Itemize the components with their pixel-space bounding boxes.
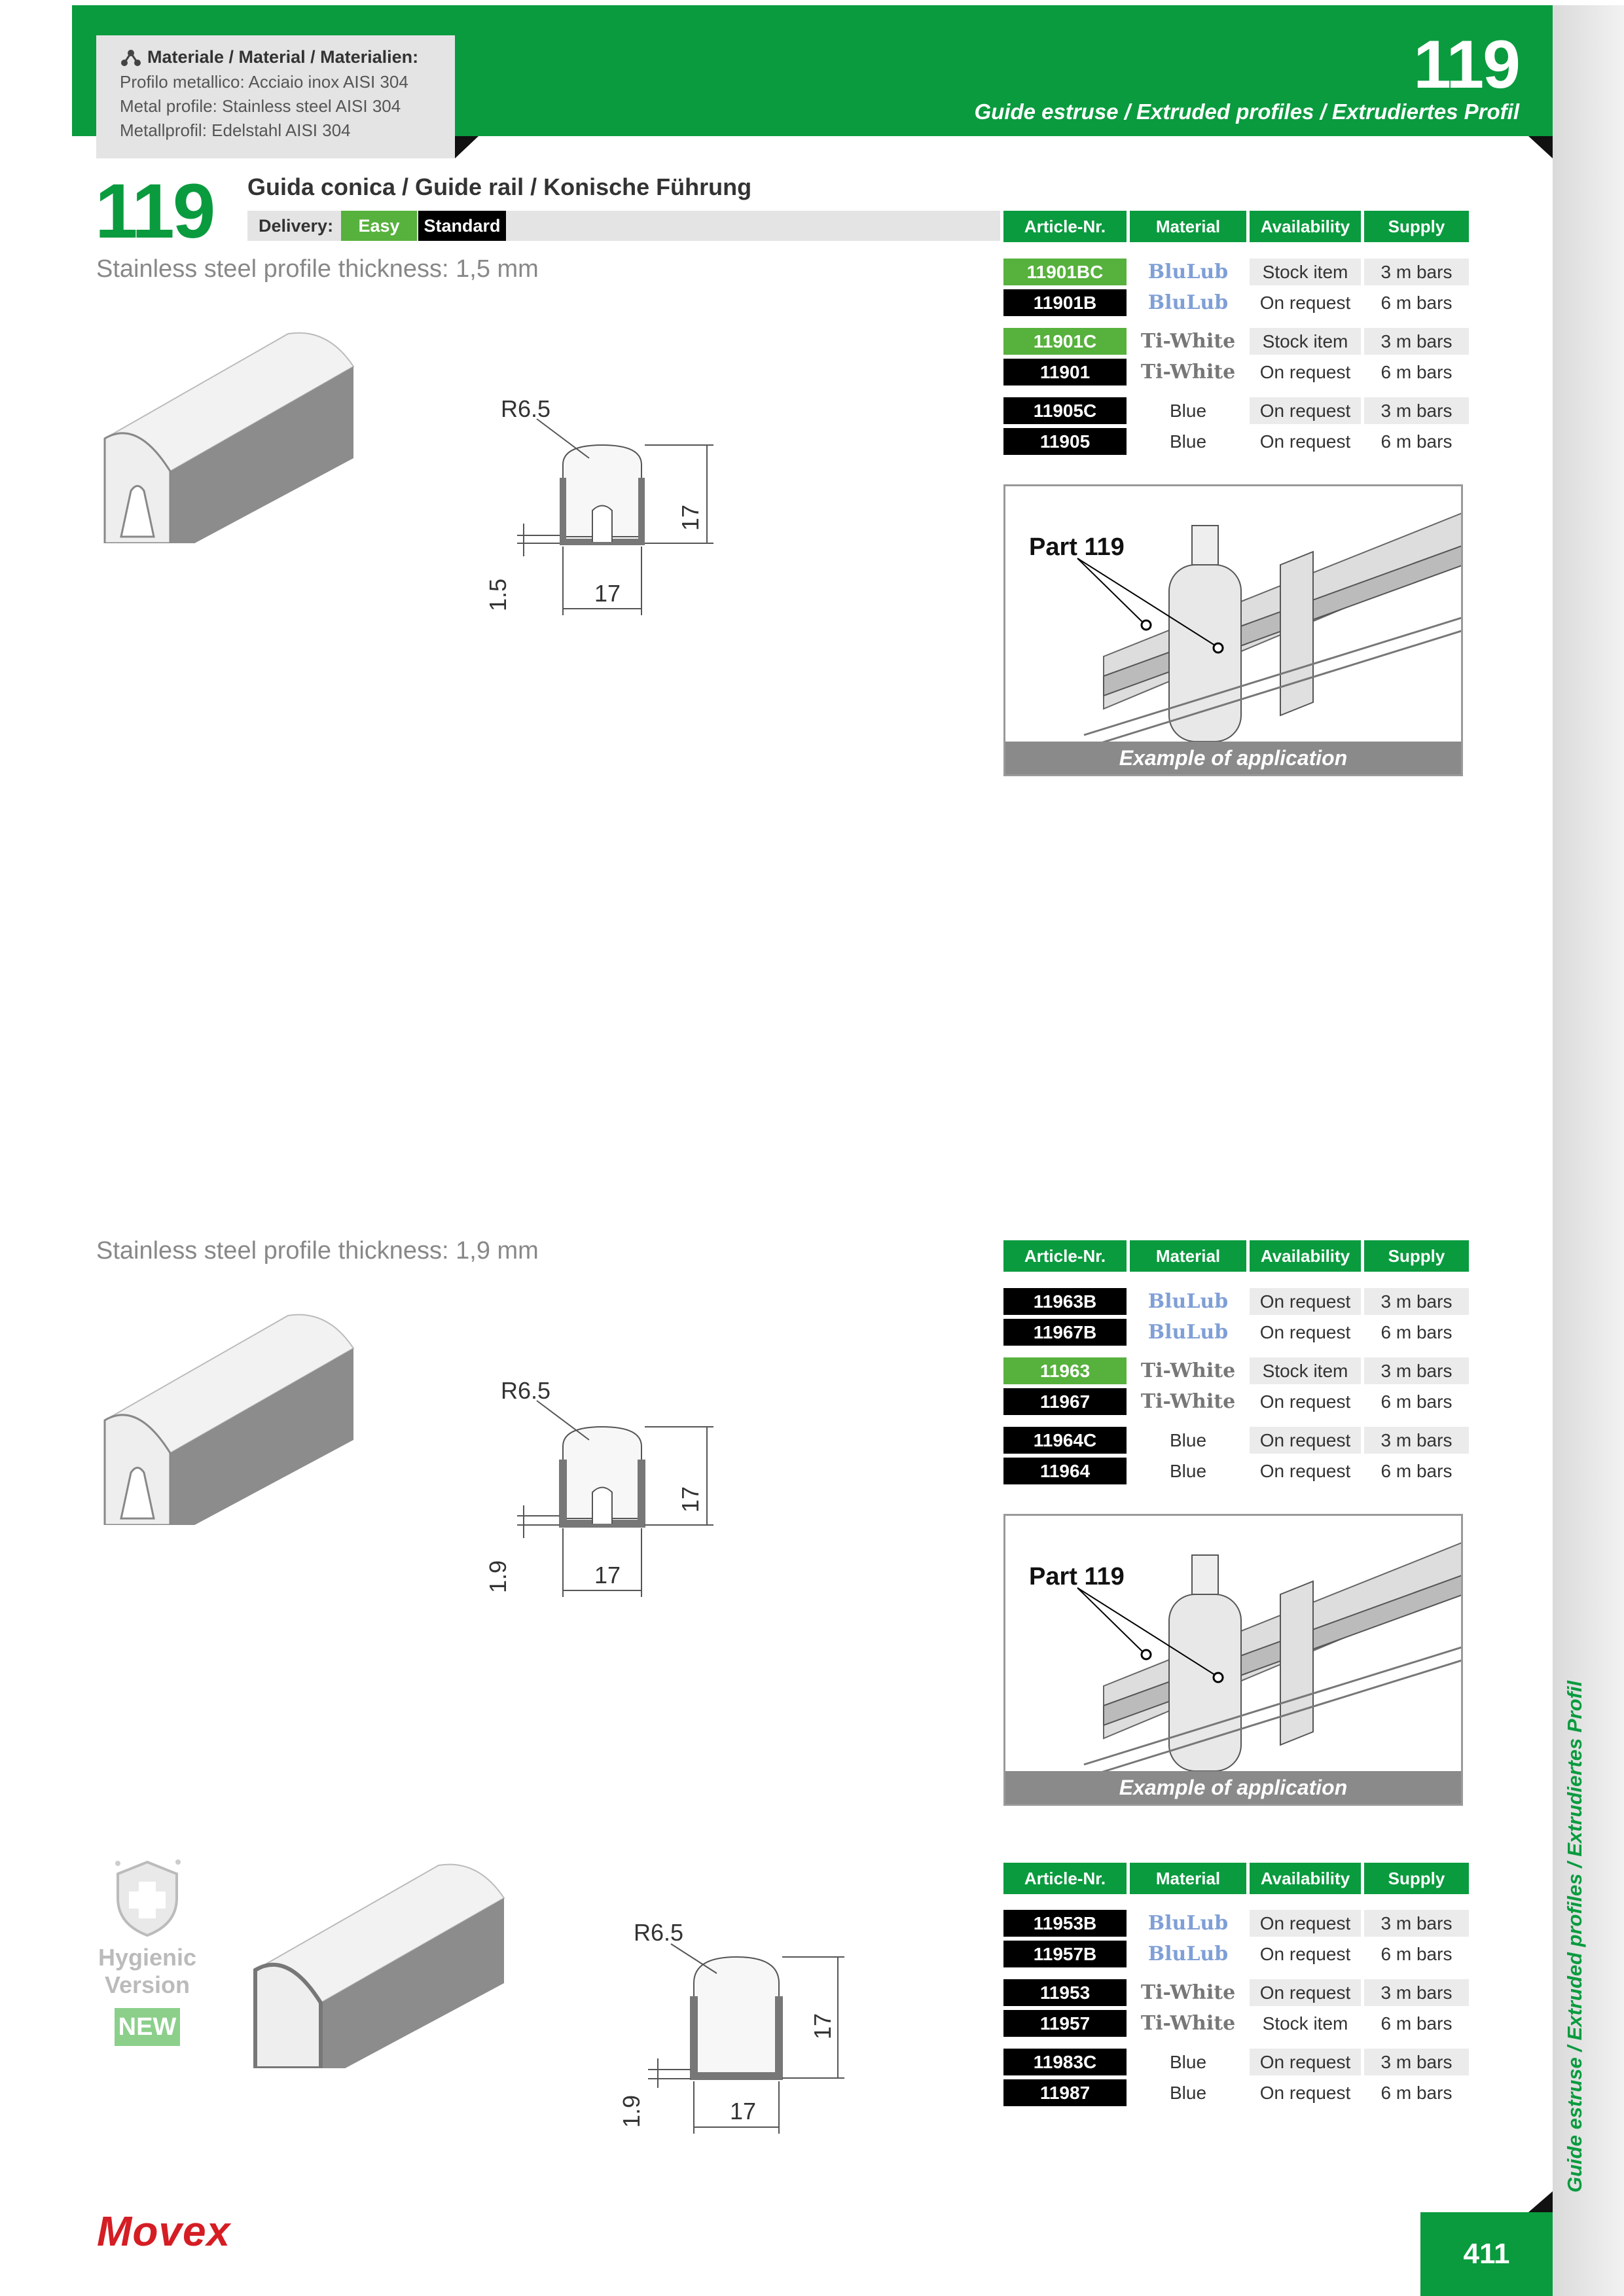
supply-cell: 6 m bars [1364, 428, 1469, 455]
supply-cell: 6 m bars [1364, 359, 1469, 386]
table-row [1003, 2079, 1469, 2106]
supply-cell: 3 m bars [1364, 2049, 1469, 2075]
availability-cell: On request [1250, 1979, 1361, 2006]
material-box [96, 35, 455, 158]
supply-cell: 3 m bars [1364, 259, 1469, 285]
material-icon [120, 48, 142, 67]
dim-wall: 1.5 [484, 578, 512, 612]
supply-cell: 6 m bars [1364, 2010, 1469, 2037]
dim-wall: 1.9 [618, 2094, 645, 2128]
availability-cell: On request [1250, 289, 1361, 316]
corner-marker [1528, 136, 1553, 158]
dim-height: 17 [677, 1486, 704, 1513]
material-cell: Blue [1169, 2051, 1207, 2072]
material-cell: Blue [1169, 1460, 1207, 1481]
table-row [1003, 1319, 1469, 1346]
hygienic-shield-icon [105, 1856, 190, 1941]
article-number: 11953 [1003, 1979, 1127, 2006]
application-part-label: Part 119 [1029, 533, 1125, 561]
supply-cell: 6 m bars [1364, 289, 1469, 316]
col-supply: Supply [1364, 1240, 1469, 1272]
col-availability: Availability [1250, 1240, 1361, 1272]
supply-cell: 3 m bars [1364, 1427, 1469, 1454]
availability-cell: On request [1250, 1319, 1361, 1346]
corner-marker [455, 136, 478, 158]
new-badge: NEW [115, 2008, 180, 2046]
supply-cell: 6 m bars [1364, 1388, 1469, 1415]
application-caption: Example of application [1005, 742, 1461, 774]
col-article: Article-Nr. [1003, 1240, 1127, 1272]
col-article: Article-Nr. [1003, 211, 1127, 242]
material-title: Materiale / Material / Materialien: [147, 47, 419, 67]
material-cell: Ti-White [1140, 1981, 1236, 2004]
table-row [1003, 1357, 1469, 1384]
article-number: 11987 [1003, 2079, 1127, 2106]
delivery-standard-badge: Standard [418, 211, 506, 241]
article-number: 11901C [1003, 328, 1127, 355]
side-text: Guide estruse / Extruded profiles / Extrudiertes Profil [1563, 1680, 1586, 2193]
article-number: 11901 [1003, 359, 1127, 386]
availability-cell: On request [1250, 2049, 1361, 2075]
profile-3d-image [92, 1309, 373, 1525]
material-cell: BluLub [1147, 1290, 1229, 1313]
brand-logo: Movex [97, 2208, 231, 2255]
thickness-label: Stainless steel profile thickness: 1,9 mm [96, 1237, 539, 1265]
supply-cell: 3 m bars [1364, 1288, 1469, 1315]
material-cell: BluLub [1147, 260, 1229, 283]
supply-cell: 6 m bars [1364, 1319, 1469, 1346]
col-article: Article-Nr. [1003, 1863, 1127, 1894]
availability-cell: On request [1250, 2079, 1361, 2106]
delivery-easy-badge: Easy [341, 211, 417, 241]
article-number: 11905 [1003, 428, 1127, 455]
table-row [1003, 1979, 1469, 2006]
table-row [1003, 259, 1469, 285]
col-material: Material [1130, 1863, 1246, 1894]
availability-cell: Stock item [1250, 1357, 1361, 1384]
dim-height: 17 [809, 2013, 837, 2040]
availability-cell: On request [1250, 359, 1361, 386]
material-cell: BluLub [1147, 1912, 1229, 1935]
article-number: 11901BC [1003, 259, 1127, 285]
availability-cell: On request [1250, 397, 1361, 424]
table-row [1003, 1288, 1469, 1315]
page-number: 411 [1420, 2212, 1553, 2296]
application-illustration [1005, 486, 1463, 776]
dim-width: 17 [730, 2098, 757, 2125]
material-cell: Blue [1169, 2082, 1207, 2103]
article-number: 11901B [1003, 289, 1127, 316]
article-number: 11983C [1003, 2049, 1127, 2075]
table-row [1003, 1458, 1469, 1484]
product-number: 119 [95, 168, 214, 255]
supply-cell: 3 m bars [1364, 397, 1469, 424]
material-cell: Blue [1169, 400, 1207, 421]
availability-cell: Stock item [1250, 259, 1361, 285]
dim-radius: R6.5 [634, 1919, 684, 1946]
supply-cell: 6 m bars [1364, 2079, 1469, 2106]
material-cell: Ti-White [1140, 1390, 1236, 1413]
application-image [1003, 484, 1463, 776]
table-header [1003, 211, 1469, 242]
table-row [1003, 1910, 1469, 1937]
material-line: Metallprofil: Edelstahl AISI 304 [120, 120, 351, 140]
article-number: 11967 [1003, 1388, 1127, 1415]
table-row [1003, 1427, 1469, 1454]
hygienic-line: Hygienic [98, 1944, 197, 1971]
table-row [1003, 328, 1469, 355]
availability-cell: On request [1250, 428, 1361, 455]
corner-marker [1528, 2191, 1553, 2212]
col-material: Material [1130, 211, 1246, 242]
availability-cell: On request [1250, 1388, 1361, 1415]
col-supply: Supply [1364, 211, 1469, 242]
application-caption: Example of application [1005, 1771, 1461, 1804]
dim-wall: 1.9 [484, 1560, 512, 1594]
table-row [1003, 2010, 1469, 2037]
col-supply: Supply [1364, 1863, 1469, 1894]
profile-3d-image [92, 327, 373, 543]
header-subtitle: Guide estruse / Extruded profiles / Extrudiertes Profil [974, 99, 1519, 124]
supply-cell: 6 m bars [1364, 1458, 1469, 1484]
thickness-label: Stainless steel profile thickness: 1,5 mm [96, 255, 539, 283]
supply-cell: 3 m bars [1364, 1910, 1469, 1937]
article-number: 11957 [1003, 2010, 1127, 2037]
availability-cell: Stock item [1250, 2010, 1361, 2037]
material-line: Metal profile: Stainless steel AISI 304 [120, 96, 401, 116]
application-image [1003, 1514, 1463, 1806]
application-illustration [1005, 1516, 1463, 1806]
material-cell: Ti-White [1140, 361, 1236, 384]
article-number: 11963B [1003, 1288, 1127, 1315]
article-number: 11964 [1003, 1458, 1127, 1484]
table-row [1003, 428, 1469, 455]
col-availability: Availability [1250, 1863, 1361, 1894]
table-row [1003, 1941, 1469, 1967]
article-number: 11953B [1003, 1910, 1127, 1937]
delivery-label: Delivery: [259, 216, 334, 236]
hygienic-line: Version [104, 1971, 190, 1998]
material-cell: BluLub [1147, 1321, 1229, 1344]
material-cell: Blue [1169, 431, 1207, 452]
hygienic-label [92, 1944, 203, 1999]
dim-height: 17 [677, 504, 704, 531]
table-header [1003, 1863, 1469, 1894]
table-row [1003, 397, 1469, 424]
table-row [1003, 289, 1469, 316]
material-line: Profilo metallico: Acciaio inox AISI 304 [120, 72, 408, 92]
material-cell: BluLub [1147, 1943, 1229, 1965]
dim-radius: R6.5 [501, 395, 551, 422]
supply-cell: 6 m bars [1364, 1941, 1469, 1967]
availability-cell: On request [1250, 1458, 1361, 1484]
article-number: 11957B [1003, 1941, 1127, 1967]
material-cell: Ti-White [1140, 330, 1236, 353]
availability-cell: On request [1250, 1427, 1361, 1454]
table-row [1003, 1388, 1469, 1415]
table-header [1003, 1240, 1469, 1272]
application-part-label: Part 119 [1029, 1563, 1125, 1590]
article-number: 11905C [1003, 397, 1127, 424]
article-number: 11967B [1003, 1319, 1127, 1346]
dim-width: 17 [594, 1562, 621, 1588]
material-cell: BluLub [1147, 291, 1229, 314]
material-cell: Ti-White [1140, 2012, 1236, 2035]
availability-cell: On request [1250, 1941, 1361, 1967]
material-cell: Ti-White [1140, 1359, 1236, 1382]
supply-cell: 3 m bars [1364, 1979, 1469, 2006]
availability-cell: On request [1250, 1288, 1361, 1315]
table-row [1003, 2049, 1469, 2075]
dim-radius: R6.5 [501, 1377, 551, 1404]
availability-cell: On request [1250, 1910, 1361, 1937]
dim-width: 17 [594, 580, 621, 607]
material-cell: Blue [1169, 1429, 1207, 1450]
product-title: Guida conica / Guide rail / Konische Führung [247, 173, 752, 200]
header-number: 119 [1413, 27, 1519, 103]
supply-cell: 3 m bars [1364, 1357, 1469, 1384]
profile-3d-image [242, 1859, 530, 2068]
supply-cell: 3 m bars [1364, 328, 1469, 355]
table-row [1003, 359, 1469, 386]
article-number: 11964C [1003, 1427, 1127, 1454]
availability-cell: Stock item [1250, 328, 1361, 355]
col-material: Material [1130, 1240, 1246, 1272]
col-availability: Availability [1250, 211, 1361, 242]
article-number: 11963 [1003, 1357, 1127, 1384]
